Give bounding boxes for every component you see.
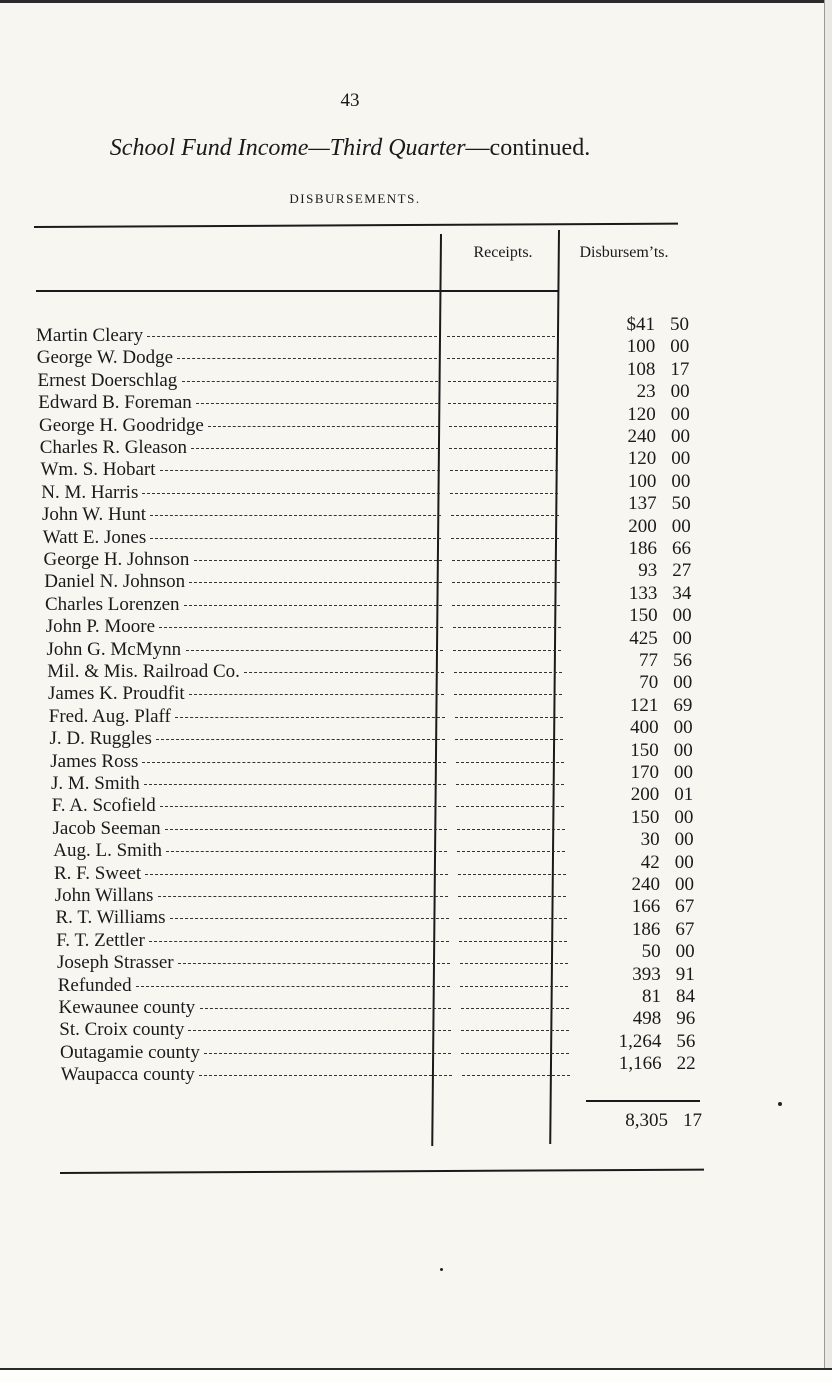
row-leader-dashes <box>186 650 443 651</box>
row-receipts-dashes <box>452 582 560 583</box>
row-dollars: 393 <box>632 963 661 985</box>
page-title-suffix: —continued. <box>465 135 591 161</box>
row-disbursement <box>598 672 692 694</box>
row-cents: 00 <box>672 605 692 627</box>
row-disbursement <box>597 538 691 560</box>
row-dollars: $41 <box>626 314 655 335</box>
row-cents: 67 <box>675 896 695 918</box>
row-dollars: 170 <box>630 762 659 783</box>
row-dollars: 50 <box>641 941 661 963</box>
row-leader-dashes <box>144 784 446 785</box>
row-name: Charles R. Gleason <box>39 437 187 458</box>
row-leader-dashes <box>158 896 448 897</box>
row-disbursement <box>595 359 689 381</box>
row-name: Watt E. Jones <box>42 526 147 548</box>
row-leader-dashes <box>142 762 446 763</box>
row-receipts-dashes <box>451 538 559 539</box>
row-name: Martin Cleary <box>36 325 144 346</box>
row-leader-dashes <box>136 986 450 987</box>
row-disbursement <box>601 1031 695 1053</box>
row-dollars: 186 <box>631 918 661 940</box>
row-disbursement <box>598 628 692 650</box>
row-cents: 69 <box>673 694 693 716</box>
row-dollars: 200 <box>628 515 657 537</box>
row-cents: 27 <box>672 560 692 582</box>
row-receipts-dashes <box>461 1030 569 1031</box>
row-disbursement <box>598 695 692 717</box>
row-dollars: 498 <box>632 1008 662 1030</box>
row-leader-dashes <box>160 470 440 471</box>
row-receipts-dashes <box>448 381 556 382</box>
row-receipts-dashes <box>447 336 555 337</box>
row-leader-dashes <box>165 829 447 830</box>
row-receipts-dashes <box>458 874 566 875</box>
row-name: F. T. Zettler <box>56 929 145 951</box>
row-cents: 00 <box>675 874 694 895</box>
row-receipts-dashes <box>455 739 563 740</box>
row-dollars: 166 <box>631 896 661 918</box>
row-dollars: 81 <box>642 986 661 1007</box>
row-leader-dashes <box>147 336 437 337</box>
total-cents: 17 <box>683 1110 702 1131</box>
row-name: Ernest Doerschlag <box>37 369 178 391</box>
row-disbursement <box>597 516 691 538</box>
row-cents: 22 <box>676 1053 696 1075</box>
table-row <box>0 1053 760 1087</box>
row-receipts-dashes <box>457 829 565 830</box>
row-dollars: 120 <box>627 448 657 470</box>
row-receipts-dashes <box>448 403 556 404</box>
row-dollars: 240 <box>627 426 656 447</box>
row-leader-dashes <box>175 717 445 718</box>
row-receipts-dashes <box>455 717 563 718</box>
row-receipts-dashes <box>461 1053 569 1054</box>
row-leader-dashes <box>182 381 438 382</box>
row-dollars: 150 <box>630 806 660 828</box>
section-heading: DISBURSEMENTS. <box>289 191 421 206</box>
row-dollars: 100 <box>627 470 657 492</box>
row-receipts-dashes <box>462 1075 570 1076</box>
row-cents: 00 <box>671 515 691 537</box>
stray-mark <box>440 1268 443 1271</box>
row-dollars: 133 <box>628 582 658 604</box>
receipts-column-header: Receipts. <box>473 244 533 261</box>
row-cents: 84 <box>676 986 695 1007</box>
row-cents: 66 <box>672 538 691 559</box>
row-dollars: 77 <box>639 650 658 671</box>
disbursements-total <box>608 1110 702 1132</box>
table-bottom-rule <box>60 1169 704 1174</box>
page-right-edge <box>824 0 832 1368</box>
row-name: N. M. Harris <box>41 481 139 503</box>
row-disbursement <box>598 605 692 627</box>
row-dollars: 108 <box>626 358 656 380</box>
row-receipts-dashes <box>460 963 568 964</box>
row-name: Daniel N. Johnson <box>44 571 186 593</box>
row-disbursement <box>600 874 694 896</box>
row-leader-dashes <box>160 806 446 807</box>
row-cents: 00 <box>674 762 693 783</box>
row-receipts-dashes <box>461 1008 569 1009</box>
row-disbursement <box>602 1053 696 1075</box>
row-name: George H. Johnson <box>43 549 190 570</box>
row-leader-dashes <box>208 426 439 427</box>
row-disbursement <box>596 471 690 493</box>
row-receipts-dashes <box>451 515 559 516</box>
row-disbursement <box>599 784 693 806</box>
row-name: Kewaunee county <box>58 997 196 1018</box>
row-dollars: 200 <box>630 784 660 806</box>
page-title <box>0 135 700 162</box>
row-leader-dashes <box>150 538 441 539</box>
row-leader-dashes <box>177 358 437 359</box>
row-name: R. F. Sweet <box>54 862 142 884</box>
row-name: John P. Moore <box>45 616 156 638</box>
row-dollars: 1,166 <box>618 1053 662 1075</box>
disbursements-column-header: Disbursem’ts. <box>579 244 669 261</box>
row-leader-dashes <box>191 448 439 449</box>
row-dollars: 30 <box>640 829 660 851</box>
row-receipts-dashes <box>450 470 558 471</box>
row-receipts-dashes <box>449 448 557 449</box>
row-disbursement <box>596 448 690 470</box>
row-dollars: 42 <box>640 851 660 873</box>
row-leader-dashes <box>200 1008 451 1009</box>
row-name: J. D. Ruggles <box>49 728 152 750</box>
row-leader-dashes <box>170 918 449 919</box>
row-name: George W. Dodge <box>36 347 174 369</box>
row-name: James Ross <box>50 750 139 772</box>
row-cents: 00 <box>671 470 691 492</box>
row-name: Mil. & Mis. Railroad Co. <box>47 661 240 682</box>
row-disbursement <box>601 941 695 963</box>
row-name: Joseph Strasser <box>57 952 174 974</box>
row-receipts-dashes <box>457 851 565 852</box>
row-receipts-dashes <box>456 762 564 763</box>
row-disbursement <box>600 829 694 851</box>
row-cents: 00 <box>673 717 693 739</box>
row-receipts-dashes <box>447 358 555 359</box>
row-cents: 00 <box>674 829 694 851</box>
row-receipts-dashes <box>460 986 568 987</box>
row-leader-dashes <box>204 1053 451 1054</box>
row-cents: 01 <box>674 784 694 806</box>
row-dollars: 137 <box>628 493 657 515</box>
row-cents: 67 <box>675 918 695 940</box>
row-disbursement <box>599 807 693 829</box>
row-receipts-dashes <box>452 560 560 561</box>
row-cents: 91 <box>675 963 695 985</box>
row-leader-dashes <box>189 694 444 695</box>
row-leader-dashes <box>196 403 438 404</box>
row-dollars: 93 <box>638 560 658 582</box>
row-disbursement <box>600 852 694 874</box>
row-receipts-dashes <box>459 918 567 919</box>
row-disbursement <box>599 717 693 739</box>
row-disbursement <box>601 1008 695 1030</box>
row-receipts-dashes <box>456 784 564 785</box>
row-disbursement <box>596 426 690 448</box>
row-dollars: 150 <box>629 605 658 627</box>
row-dollars: 23 <box>636 381 656 403</box>
row-receipts-dashes <box>449 426 557 427</box>
row-dollars: 400 <box>630 717 659 739</box>
row-disbursement <box>596 404 690 426</box>
row-disbursement <box>599 740 693 762</box>
row-cents: 34 <box>672 582 692 604</box>
row-name: Charles Lorenzen <box>45 593 180 615</box>
row-leader-dashes <box>142 493 440 494</box>
row-dollars: 150 <box>630 739 659 761</box>
page-title-main: School Fund Income—Third Quarter <box>109 135 466 161</box>
row-disbursement <box>597 493 691 515</box>
row-dollars: 120 <box>627 403 656 425</box>
row-cents: 00 <box>674 851 694 873</box>
row-cents: 56 <box>673 650 692 671</box>
page-number: 43 <box>340 90 360 111</box>
row-disbursement <box>598 650 692 672</box>
row-cents: 00 <box>670 336 690 358</box>
row-cents: 50 <box>671 493 691 515</box>
row-name: John G. McMynn <box>46 638 182 660</box>
row-name: Aug. L. Smith <box>53 840 162 862</box>
row-receipts-dashes <box>454 694 562 695</box>
row-leader-dashes <box>184 605 442 606</box>
row-cents: 00 <box>671 426 690 447</box>
row-cents: 96 <box>676 1008 696 1030</box>
row-leader-dashes <box>178 963 450 964</box>
row-name: James K. Proudfit <box>48 683 185 705</box>
table-header-rule <box>36 290 558 292</box>
row-leader-dashes <box>244 672 444 673</box>
row-leader-dashes <box>150 515 441 516</box>
row-disbursement <box>599 762 693 784</box>
row-leader-dashes <box>159 627 443 628</box>
row-name: Jacob Seeman <box>52 817 161 839</box>
row-name: John Willans <box>54 885 154 906</box>
row-cents: 17 <box>670 358 690 380</box>
row-cents: 00 <box>674 806 694 828</box>
row-cents: 00 <box>673 672 693 694</box>
row-name: George H. Goodridge <box>39 414 204 436</box>
row-name: Wm. S. Hobart <box>40 459 156 481</box>
row-leader-dashes <box>145 874 448 875</box>
row-receipts-dashes <box>454 672 562 673</box>
table-top-rule <box>34 223 678 228</box>
row-disbursement <box>596 381 690 403</box>
row-leader-dashes <box>166 851 447 852</box>
total-rule <box>586 1100 700 1102</box>
row-disbursement <box>595 336 689 358</box>
row-name: Outagamie county <box>60 1041 200 1063</box>
row-name: F. A. Scofield <box>51 795 156 817</box>
row-leader-dashes <box>194 560 442 561</box>
row-receipts-dashes <box>453 627 561 628</box>
row-receipts-dashes <box>450 493 558 494</box>
row-cents: 00 <box>670 381 690 403</box>
row-name: St. Croix county <box>59 1019 185 1041</box>
row-leader-dashes <box>189 582 442 583</box>
row-disbursement <box>601 986 695 1008</box>
row-disbursement <box>600 919 694 941</box>
row-cents: 56 <box>676 1030 696 1052</box>
row-name: R. T. Williams <box>55 907 166 929</box>
row-dollars: 240 <box>631 874 660 895</box>
row-cents: 00 <box>675 941 695 963</box>
row-leader-dashes <box>188 1030 451 1031</box>
row-cents: 00 <box>672 627 692 649</box>
row-cents: 00 <box>670 403 690 425</box>
total-dollars: 8,305 <box>625 1110 668 1131</box>
page-top-edge <box>0 0 832 3</box>
row-leader-dashes <box>199 1075 452 1076</box>
row-name: Fred. Aug. Plaff <box>48 705 171 727</box>
row-cents: 00 <box>671 448 691 470</box>
row-disbursement <box>600 896 694 918</box>
row-cents: 50 <box>670 314 689 335</box>
row-disbursement <box>601 964 695 986</box>
row-receipts-dashes <box>453 650 561 651</box>
row-dollars: 1,264 <box>618 1030 662 1052</box>
row-receipts-dashes <box>458 896 566 897</box>
row-dollars: 425 <box>629 627 658 649</box>
row-disbursement <box>595 314 689 336</box>
row-disbursement <box>597 583 691 605</box>
row-cents: 00 <box>673 739 693 761</box>
row-dollars: 70 <box>639 672 659 694</box>
stray-mark <box>778 1102 782 1106</box>
row-name: J. M. Smith <box>51 773 140 794</box>
row-name: John W. Hunt <box>42 504 146 526</box>
row-disbursement <box>597 560 691 582</box>
row-leader-dashes <box>156 739 445 740</box>
row-receipts-dashes <box>452 605 560 606</box>
row-name: Edward B. Foreman <box>38 392 192 414</box>
row-dollars: 186 <box>628 538 657 559</box>
row-receipts-dashes <box>459 941 567 942</box>
row-dollars: 100 <box>626 336 656 358</box>
row-receipts-dashes <box>456 806 564 807</box>
row-leader-dashes <box>149 941 449 942</box>
row-name: Refunded <box>57 974 132 996</box>
row-dollars: 121 <box>629 694 659 716</box>
row-name: Waupacca county <box>60 1064 195 1086</box>
